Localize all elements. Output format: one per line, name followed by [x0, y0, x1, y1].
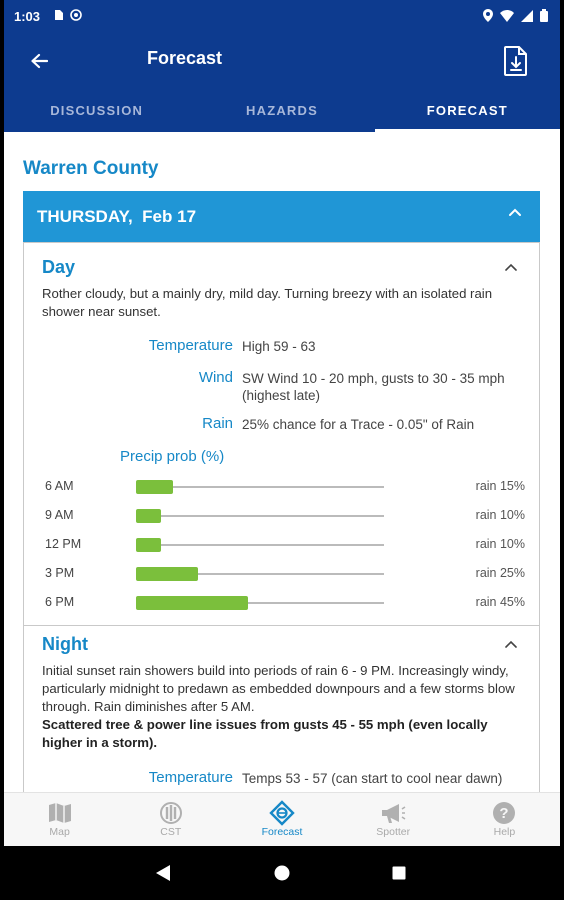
rain-value: 25% chance for a Trace - 0.05" of Rain: [242, 417, 475, 432]
bottom-navigation: [4, 792, 560, 846]
circle-home-icon: [274, 865, 290, 881]
sync-icon: [70, 9, 82, 21]
download-document-icon: [503, 45, 529, 77]
temperature-label: Temperature: [148, 769, 233, 786]
day-panel: [23, 242, 540, 628]
nav-help[interactable]: [449, 793, 560, 846]
wind-label: Wind: [198, 369, 233, 386]
county-title: Warren County: [23, 158, 159, 179]
temperature-label: Temperature: [148, 337, 233, 354]
precip-value: rain 25%: [475, 566, 525, 580]
temperature-value: Temps 53 - 57 (can start to cool near dawn): [242, 771, 503, 786]
precip-row: [24, 592, 539, 614]
phone-screen: [4, 0, 560, 900]
precip-value: rain 10%: [475, 537, 525, 551]
wind-value: SW Wind 10 - 20 mph, gusts to 30 - 35 mph (highest late): [242, 371, 505, 403]
night-panel: [23, 625, 540, 792]
rain-label: Rain: [202, 415, 233, 432]
sim-card-icon: [54, 9, 64, 21]
nav-help-label: Help: [493, 826, 516, 838]
precip-row: [24, 476, 539, 498]
square-recents-icon: [392, 866, 406, 880]
night-bold-note: Scattered tree & power line issues from gusts 45 - 55 mph (even locally higher in a storm).: [42, 717, 488, 750]
nav-map[interactable]: [4, 793, 115, 846]
night-description: Initial sunset rain showers build into periods of rain 6 - 9 PM. Increasingly windy, particularly midnight to predawn as embedded downpours and a few storms blow through. Rain diminishes after 5 AM.: [42, 663, 515, 714]
signal-icon: [521, 10, 533, 22]
nav-spotter[interactable]: [338, 793, 449, 846]
app-bar: [4, 34, 560, 88]
system-back-button[interactable]: [150, 860, 176, 886]
page-title: Forecast: [147, 48, 223, 68]
megaphone-icon: [380, 800, 406, 826]
precip-bar: [136, 509, 161, 523]
precip-bar: [136, 567, 198, 581]
day-description: Rother cloudy, but a mainly dry, mild day. Turning breezy with an isolated rain shower near sunset.: [42, 286, 493, 319]
location-icon: [483, 9, 493, 22]
nav-cst-label: CST: [160, 826, 182, 838]
precip-time: 3 PM: [45, 566, 75, 580]
chevron-up-icon: [508, 207, 522, 217]
battery-icon: [540, 9, 548, 22]
nav-forecast[interactable]: [226, 793, 337, 846]
temperature-value: High 59 - 63: [242, 339, 316, 354]
back-button[interactable]: [24, 46, 54, 76]
status-time: 1:03: [14, 9, 41, 24]
precip-track: [136, 544, 384, 546]
precip-time: 6 AM: [45, 479, 74, 493]
back-arrow-icon: [30, 53, 48, 69]
precip-bar: [136, 480, 173, 494]
chevron-up-icon[interactable]: [505, 640, 517, 648]
status-bar: [4, 0, 560, 34]
triangle-back-icon: [155, 864, 171, 882]
forecast-icon: [269, 800, 295, 826]
download-button[interactable]: [500, 43, 532, 79]
precip-row: [24, 563, 539, 585]
precip-track: [136, 515, 384, 517]
tab-forecast[interactable]: FORECAST: [375, 88, 560, 132]
status-left-icons: [54, 9, 82, 21]
chevron-up-icon[interactable]: [505, 263, 517, 271]
tab-hazards[interactable]: HAZARDS: [246, 102, 318, 118]
wifi-icon: [500, 10, 514, 22]
system-recents-button[interactable]: [386, 860, 412, 886]
status-right-icons: [483, 9, 548, 22]
tab-bar: [4, 88, 560, 132]
help-icon: [492, 800, 516, 826]
cst-icon: [159, 800, 183, 826]
day-title: Day: [42, 257, 76, 277]
nav-spotter-label: Spotter: [376, 826, 411, 838]
svg-text:?: ?: [499, 805, 509, 822]
tab-discussion[interactable]: DISCUSSION: [50, 102, 144, 118]
nav-cst[interactable]: [115, 793, 226, 846]
precip-bar: [136, 596, 248, 610]
precip-time: 12 PM: [45, 537, 82, 551]
precip-value: rain 15%: [475, 479, 525, 493]
system-navigation-bar: [4, 846, 560, 900]
precip-bar: [136, 538, 161, 552]
day-header[interactable]: [23, 191, 540, 242]
nav-forecast-label: Forecast: [261, 826, 303, 838]
precip-title: Precip prob (%): [120, 448, 225, 465]
precip-row: [24, 534, 539, 556]
precip-value: rain 45%: [475, 595, 525, 609]
system-home-button[interactable]: [269, 860, 295, 886]
day-header-label: THURSDAY, Feb 17: [37, 207, 197, 226]
precip-value: rain 10%: [475, 508, 525, 522]
forecast-content[interactable]: [4, 132, 560, 792]
night-title: Night: [42, 634, 88, 654]
precip-time: 6 PM: [45, 595, 75, 609]
precip-row: [24, 505, 539, 527]
precip-track: [136, 486, 384, 488]
nav-map-label: Map: [49, 826, 70, 838]
map-icon: [48, 800, 72, 826]
precip-time: 9 AM: [45, 508, 74, 522]
